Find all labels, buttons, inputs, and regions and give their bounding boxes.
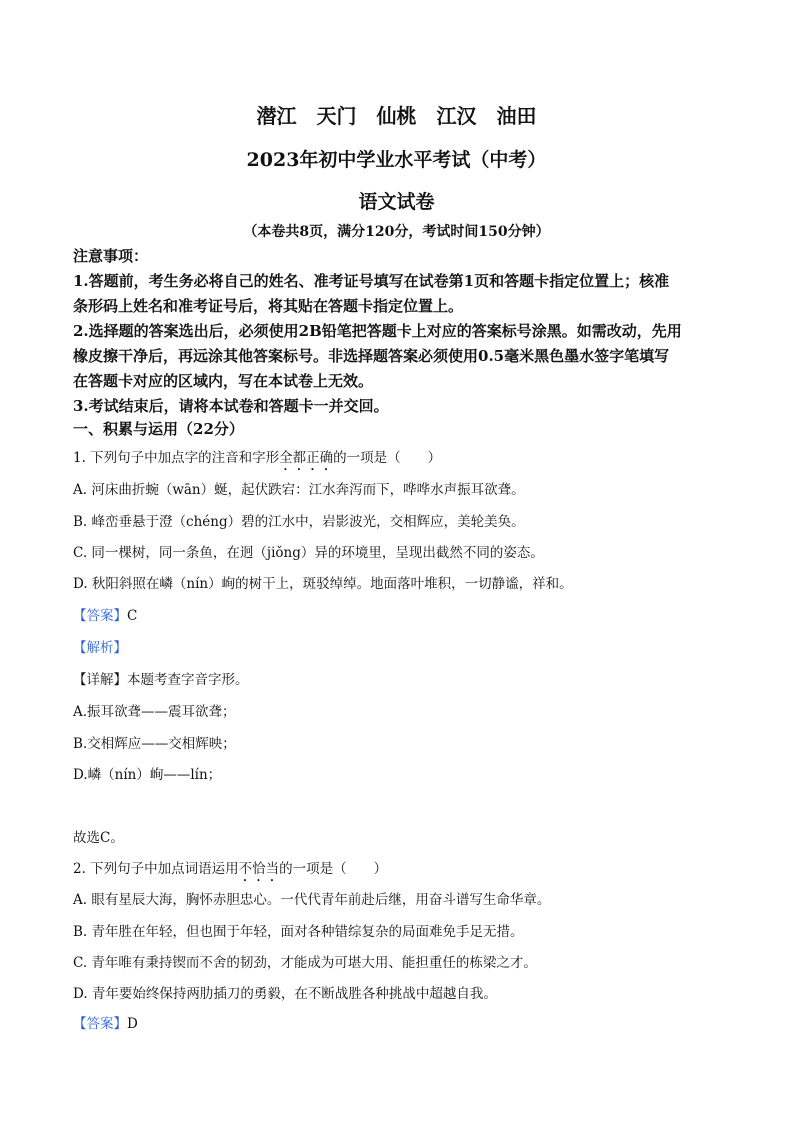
detail-text: 【详解】本题考查字音字形。 [73, 672, 249, 688]
answer-value: D [127, 1016, 138, 1032]
fix-line: D.嶙（nín）峋——lín； [73, 767, 222, 783]
question-1-option-a: A. 河床曲折蜿（wān）蜒，起伏跌宕：江水奔泻而下，哗哗水声振耳欲聋。 [73, 482, 525, 498]
fix-line: A.振耳欲聋——震耳欲聋； [73, 704, 236, 720]
exam-info: （本卷共8页，满分120分，考试时间150分钟） [243, 224, 550, 240]
question-1-option-d: D. 秋阳斜照在嶙（nín）峋的树干上，斑驳绰绰。地面落叶堆积，一切静谧，祥和。 [73, 576, 573, 592]
stem-text: 的一项是（ ） [333, 450, 442, 466]
notice-line: 3.考试结束后，请将本试卷和答题卡一并交回。 [73, 397, 389, 415]
question-1-stem [73, 446, 441, 474]
notice-line: 1.答题前，考生务必将自己的姓名、准考证号填写在试卷第1页和答题卡指定位置上；核准 [73, 272, 670, 290]
answer-1 [73, 604, 137, 624]
question-2-option-c: C. 青年唯有秉持锲而不舍的韧劲，才能成为可堪大用、能担重任的栋梁之才。 [73, 955, 537, 971]
conclusion-text: 故选C。 [73, 830, 124, 846]
notice-line: 在答题卡对应的区域内，写在本试卷上无效。 [73, 372, 374, 390]
region: 潜江 [256, 104, 297, 128]
question-2-option-a: A. 眼有星辰大海，胸怀赤胆忠心。一代代青年前赴后继，用奋斗谱写生命华章。 [73, 892, 551, 908]
question-2-option-b: B. 青年胜在年轻，但也囿于年轻，面对各种错综复杂的局面难免手足无措。 [73, 924, 524, 940]
regions-title [0, 100, 793, 129]
answer-label: 【答案】 [73, 1016, 127, 1032]
question-1-option-b: B. 峰峦垂悬于澄（chéng）碧的江水中，岩影波光，交相辉应，美轮美奂。 [73, 514, 525, 530]
answer-value: C [127, 608, 138, 624]
stem-emphasis: 不恰当 [238, 861, 280, 877]
stem-emphasis: 全都正确 [279, 450, 334, 466]
answer-2 [73, 1012, 138, 1032]
region: 仙桃 [376, 104, 417, 128]
stem-text: 2. 下列句子中加点词语运用 [73, 861, 239, 877]
fix-line: B.交相辉应——交相辉映； [73, 736, 236, 752]
notice-line: 条形码上姓名和准考证号后，将其贴在答题卡指定位置上。 [73, 297, 464, 315]
stem-text: 1. 下列句子中加点字的注音和字形 [73, 450, 280, 466]
region: 江汉 [436, 104, 477, 128]
notice-title: 注意事项： [73, 247, 149, 265]
question-1-option-c: C. 同一棵树，同一条鱼，在迥（jiǒng）异的环境里，呈现出截然不同的姿态。 [73, 545, 544, 561]
analysis-label: 【解析】 [73, 640, 127, 656]
region: 油田 [496, 104, 537, 128]
stem-text: 的一项是（ ） [279, 861, 388, 877]
question-2-option-d: D. 青年要始终保持两肋插刀的勇毅，在不断战胜各种挑战中超越自我。 [73, 986, 497, 1002]
region: 天门 [316, 104, 357, 128]
exam-title: 2023年初中学业水平考试（中考） [246, 149, 547, 171]
notice-line: 2.选择题的答案选出后，必须使用2B铅笔把答题卡上对应的答案标号涂黑。如需改动，先用 [73, 322, 682, 340]
question-2-stem [73, 857, 387, 885]
subject-title: 语文试卷 [358, 191, 435, 213]
answer-label: 【答案】 [73, 608, 127, 624]
notice-line: 橡皮擦干净后，再远涂其他答案标号。非选择题答案必须使用0.5毫米黑色墨水签字笔填写 [73, 347, 670, 365]
section-title: 一、积累与运用（22分） [73, 420, 244, 438]
